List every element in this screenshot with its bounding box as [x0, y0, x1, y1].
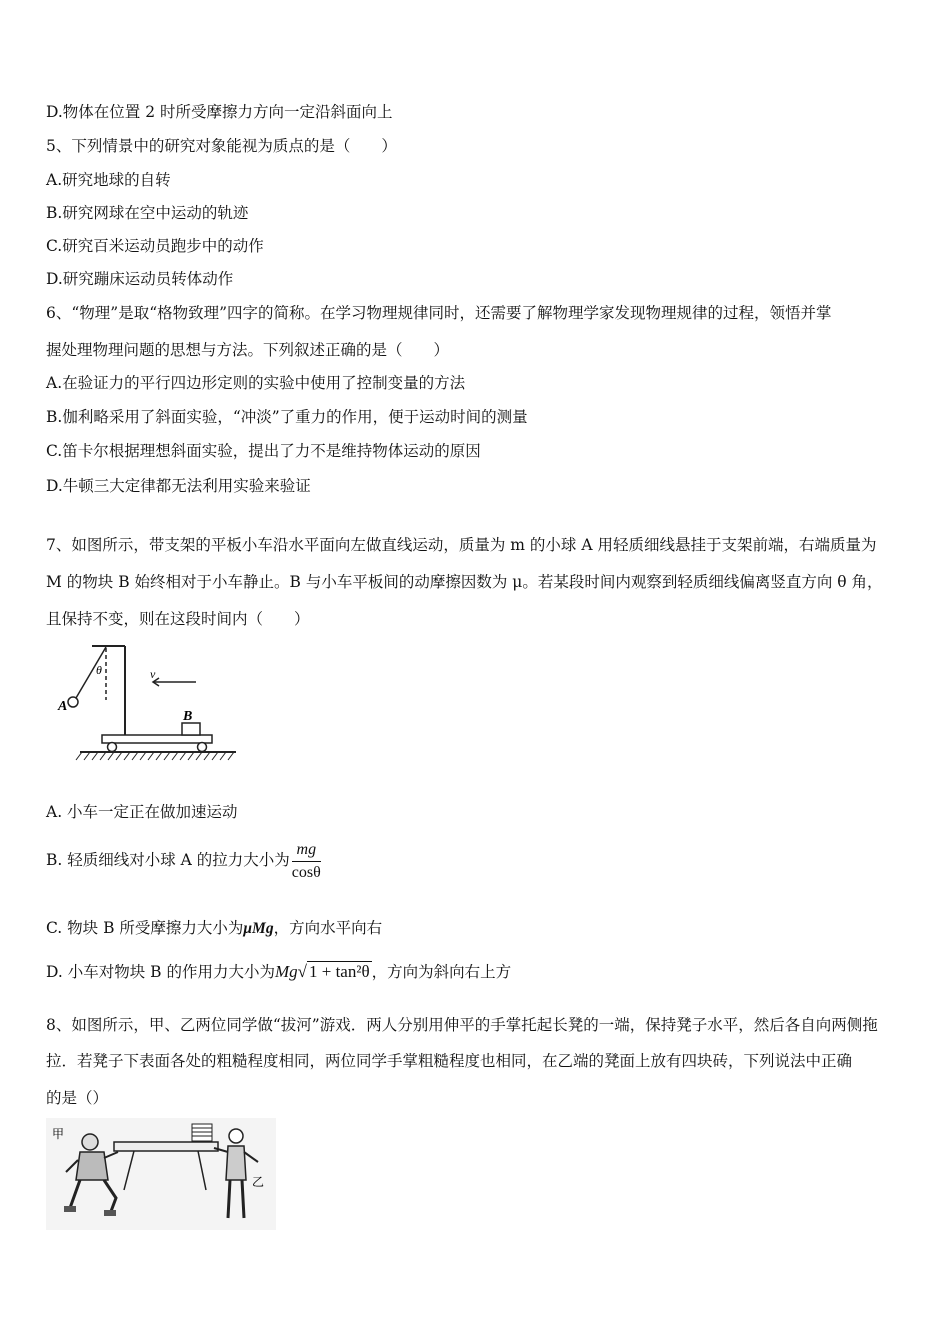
q7-option-d-coef: Mg — [274, 962, 298, 981]
q5-option-b: B.研究网球在空中运动的轨迹 — [46, 204, 249, 222]
q8-stem-line2: 拉．若凳子下表面各处的粗糙程度相同，两位同学手掌粗糙程度也相同，在乙端的凳面上放有四块砖，下列说法中正确 — [46, 1052, 853, 1070]
q7-option-d — [46, 962, 511, 982]
q8-label-yi: 乙 — [252, 1175, 265, 1189]
q7-option-a: A. 小车一定正在做加速运动 — [46, 803, 238, 821]
q5-option-a: A.研究地球的自转 — [46, 171, 171, 189]
q6-option-c: C.笛卡尔根据理想斜面实验，提出了力不是维持物体运动的原因 — [46, 442, 481, 460]
q7-option-b — [46, 838, 323, 884]
q7-option-d-text: D. 小车对物块 B 的作用力大小为 — [46, 963, 275, 981]
q6-stem-line1: 6、“物理”是取“格物致理”四字的简称。在学习物理规律同时，还需要了解物理学家发现物理规律的过程，领悟并掌 — [46, 304, 832, 322]
q5-stem: 5、下列情景中的研究对象能视为质点的是（ ） — [46, 137, 397, 155]
q7-option-b-fraction — [292, 839, 321, 884]
q7-stem-line2: M 的物块 B 始终相对于小车静止。B 与小车平板间的动摩擦因数为 μ。若某段时间内观察到轻质细线偏离竖直方向 θ 角， — [46, 573, 883, 591]
q8-stem-line3: 的是（） — [46, 1089, 109, 1107]
q7-option-b-text: B. 轻质细线对小球 A 的拉力大小为 — [46, 851, 290, 869]
q6-option-a: A.在验证力的平行四边形定则的实验中使用了控制变量的方法 — [46, 374, 466, 392]
q7-option-c-math: μMg — [243, 920, 274, 937]
q4-option-d: D.物体在位置 2 时所受摩擦力方向一定沿斜面向上 — [46, 103, 393, 121]
q7-stem-line3: 且保持不变，则在这段时间内（ ） — [46, 610, 310, 628]
q5-option-d: D.研究蹦床运动员转体动作 — [46, 270, 234, 288]
q6-option-b: B.伽利略采用了斜面实验，“冲淡”了重力的作用，便于运动时间的测量 — [46, 408, 528, 426]
q7-option-c-suffix: ，方向水平向右 — [273, 919, 383, 937]
q6-option-d: D.牛顿三大定律都无法利用实验来验证 — [46, 477, 311, 495]
q5-option-c: C.研究百米运动员跑步中的动作 — [46, 237, 264, 255]
q7-label-a: A — [58, 699, 68, 714]
q7-option-d-expression: Mg√ 1 + tan²θ — [274, 962, 370, 981]
q8-tug-figure — [46, 1118, 276, 1230]
q7-option-b-numerator: mg — [292, 839, 321, 862]
q6-stem-line2: 握处理物理问题的思想与方法。下列叙述正确的是（ ） — [46, 341, 450, 359]
q7-option-b-denominator: cosθ — [291, 863, 321, 881]
q8-stem-line1: 8、如图所示，甲、乙两位同学做“拔河”游戏．两人分别用伸平的手掌托起长凳的一端，保持凳子水平，然后各自向两侧拖 — [46, 1016, 878, 1034]
q7-option-d-radicand: 1 + tan²θ — [309, 962, 370, 981]
q7-label-b: B — [183, 709, 193, 724]
q7-option-c — [46, 918, 382, 939]
q7-option-c-text: C. 物块 B 所受摩擦力大小为 — [46, 919, 244, 937]
q8-label-jia: 甲 — [52, 1127, 65, 1141]
q7-label-theta: θ — [96, 663, 102, 677]
q7-cart-figure — [50, 638, 240, 770]
q7-stem-line1: 7、如图所示，带支架的平板小车沿水平面向左做直线运动，质量为 m 的小球 A 用轻质细线悬挂于支架前端，右端质量为 — [46, 536, 877, 554]
q7-option-d-suffix: ，方向为斜向右上方 — [371, 963, 512, 981]
q7-label-v: v — [150, 667, 156, 681]
